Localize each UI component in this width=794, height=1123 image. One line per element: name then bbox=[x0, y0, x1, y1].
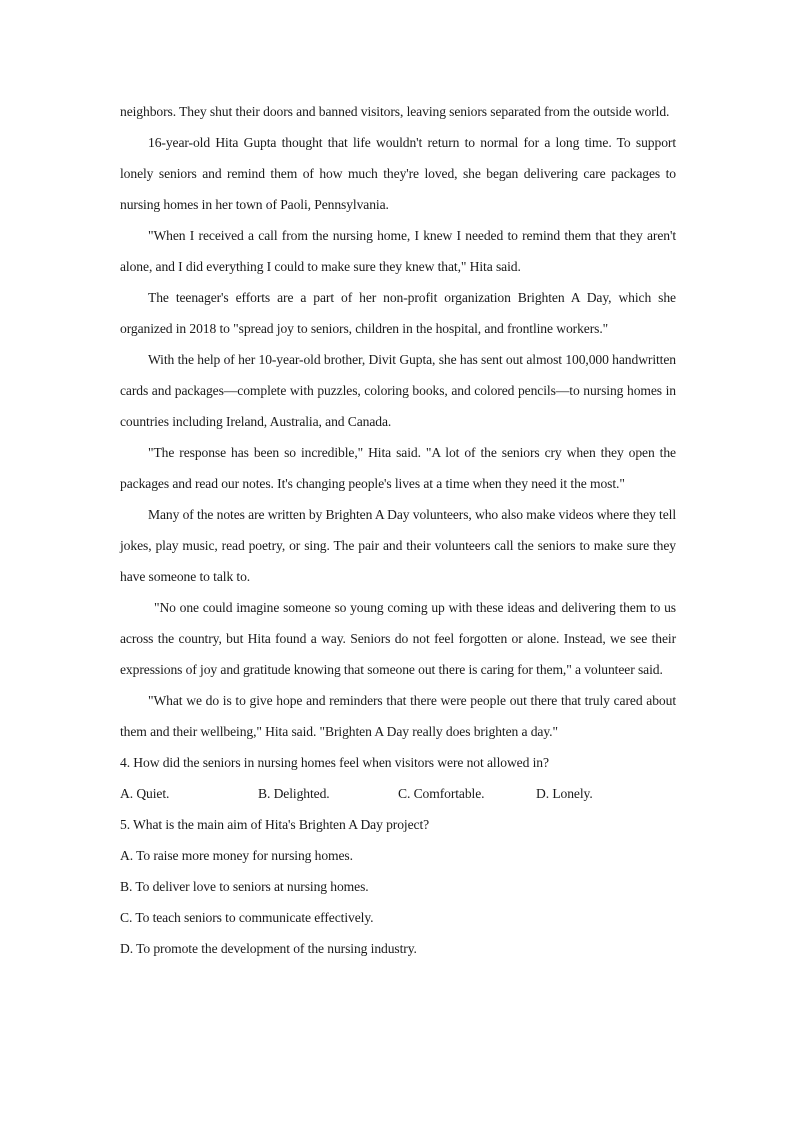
option-a[interactable]: A. To raise more money for nursing homes. bbox=[120, 848, 353, 863]
option-d[interactable]: D. To promote the development of the nursing industry. bbox=[120, 941, 417, 956]
paragraph-8: "No one could imagine someone so young coming up with these ideas and delivering them to us across the country, but Hita found a way. Seniors do not feel forgotten or alone. Instead, we see their expressions of joy and gratitude knowing that someone out there is caring for them," a volunteer said. bbox=[120, 600, 676, 677]
option-b[interactable]: B. Delighted. bbox=[258, 786, 330, 801]
paragraph-1: neighbors. They shut their doors and banned visitors, leaving seniors separated from the outside world. bbox=[120, 104, 670, 119]
document-page bbox=[120, 96, 676, 964]
paragraph-5: With the help of her 10-year-old brother, Divit Gupta, she has sent out almost 100,000 handwritten cards and packages—complete with puzzles, coloring books, and colored pencils—to nursing homes in countries including Ireland, Australia, and Canada. bbox=[120, 352, 676, 429]
option-c[interactable]: C. Comfortable. bbox=[398, 786, 485, 801]
option-d[interactable]: D. Lonely. bbox=[536, 786, 593, 801]
passage bbox=[120, 96, 676, 747]
paragraph-3: "When I received a call from the nursing home, I knew I needed to remind them that they aren't alone, and I did everything I could to make sure they knew that," Hita said. bbox=[120, 228, 676, 274]
question-4 bbox=[120, 747, 676, 809]
question-5 bbox=[120, 809, 676, 964]
paragraph-7: Many of the notes are written by Brighten A Day volunteers, who also make videos where they tell jokes, play music, read poetry, or sing. The pair and their volunteers call the seniors to make sure they have someone to talk to. bbox=[120, 507, 676, 584]
paragraph-9: "What we do is to give hope and reminders that there were people out there that truly cared about them and their wellbeing," Hita said. "Brighten A Day really does brighten a day." bbox=[120, 693, 676, 739]
option-b[interactable]: B. To deliver love to seniors at nursing homes. bbox=[120, 879, 369, 894]
paragraph-2: 16-year-old Hita Gupta thought that life wouldn't return to normal for a long time. To support lonely seniors and remind them of how much they're loved, she began delivering care packages to nursing homes in her town of Paoli, Pennsylvania. bbox=[120, 135, 676, 212]
option-c[interactable]: C. To teach seniors to communicate effectively. bbox=[120, 910, 374, 925]
paragraph-6: "The response has been so incredible," Hita said. "A lot of the seniors cry when they open the packages and read our notes. It's changing people's lives at a time when they need it the most." bbox=[120, 445, 676, 491]
question-stem: 5. What is the main aim of Hita's Brighten A Day project? bbox=[120, 817, 430, 832]
options-row bbox=[120, 778, 676, 809]
question-stem: 4. How did the seniors in nursing homes feel when visitors were not allowed in? bbox=[120, 755, 549, 770]
option-a[interactable]: A. Quiet. bbox=[120, 786, 170, 801]
paragraph-4: The teenager's efforts are a part of her non-profit organization Brighten A Day, which she organized in 2018 to "spread joy to seniors, children in the hospital, and frontline workers." bbox=[120, 290, 676, 336]
